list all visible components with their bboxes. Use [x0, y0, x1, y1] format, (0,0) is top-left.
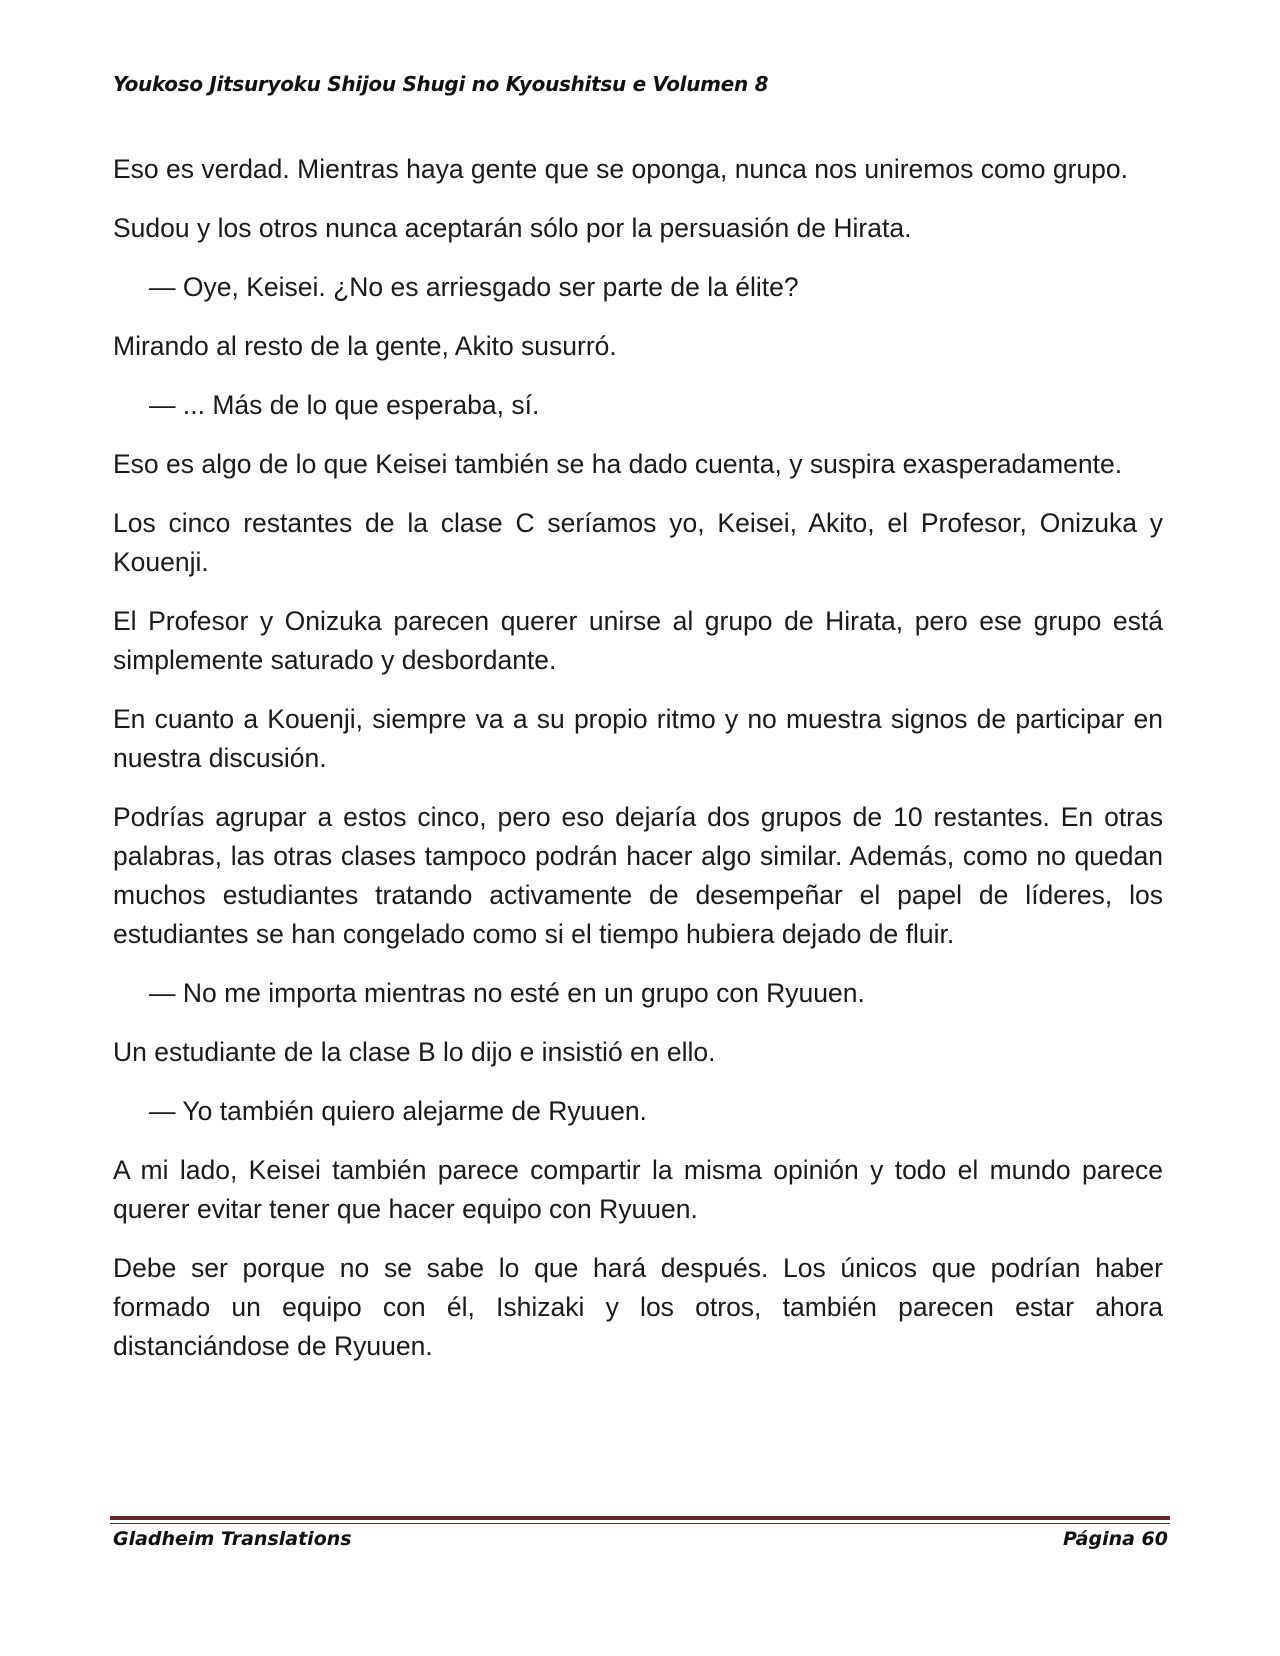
- paragraph: Eso es algo de lo que Keisei también se ha dado cuenta, y suspira exasperadamente.: [113, 449, 1123, 479]
- footer-rule: [110, 1516, 1170, 1520]
- paragraph: Sudou y los otros nunca aceptarán sólo por la persuasión de Hirata.: [113, 213, 912, 243]
- body-text: [113, 150, 1163, 1386]
- dialogue-line: — Oye, Keisei. ¿No es arriesgado ser parte de la élite?: [149, 272, 799, 302]
- footer-translator: Gladheim Translations: [113, 1528, 352, 1550]
- paragraph: Los cinco restantes de la clase C seríamos yo, Keisei, Akito, el Profesor, Onizuka y Kouenji.: [113, 508, 1163, 577]
- running-header: Youkoso Jitsuryoku Shijou Shugi no Kyoushitsu e Volumen 8: [113, 72, 769, 96]
- footer-rule-thin: [110, 1523, 1170, 1524]
- paragraph: El Profesor y Onizuka parecen querer unirse al grupo de Hirata, pero ese grupo está simplemente saturado y desbordante.: [113, 606, 1163, 675]
- dialogue-line: — No me importa mientras no esté en un grupo con Ryuuen.: [149, 978, 865, 1008]
- paragraph: Podrías agrupar a estos cinco, pero eso dejaría dos grupos de 10 restantes. En otras palabras, las otras clases tampoco podrán hacer algo similar. Además, como no quedan muchos estudiantes tratando activamente de desempeñar el papel de líderes, los estudiantes se han congelado como si el tiempo hubiera dejado de fluir.: [113, 802, 1163, 949]
- dialogue-line: — Yo también quiero alejarme de Ryuuen.: [149, 1096, 647, 1126]
- dialogue-line: — ... Más de lo que esperaba, sí.: [149, 390, 540, 420]
- paragraph: Un estudiante de la clase B lo dijo e insistió en ello.: [113, 1037, 716, 1067]
- paragraph: En cuanto a Kouenji, siempre va a su propio ritmo y no muestra signos de participar en nuestra discusión.: [113, 704, 1163, 773]
- paragraph: Mirando al resto de la gente, Akito susurró.: [113, 331, 617, 361]
- paragraph: Eso es verdad. Mientras haya gente que se oponga, nunca nos uniremos como grupo.: [113, 154, 1128, 184]
- footer-page-number: Página 60: [1062, 1528, 1168, 1550]
- paragraph: Debe ser porque no se sabe lo que hará después. Los únicos que podrían haber formado un equipo con él, Ishizaki y los otros, también parecen estar ahora distanciándose de Ryuuen.: [113, 1253, 1163, 1361]
- paragraph: A mi lado, Keisei también parece compartir la misma opinión y todo el mundo parece querer evitar tener que hacer equipo con Ryuuen.: [113, 1155, 1163, 1224]
